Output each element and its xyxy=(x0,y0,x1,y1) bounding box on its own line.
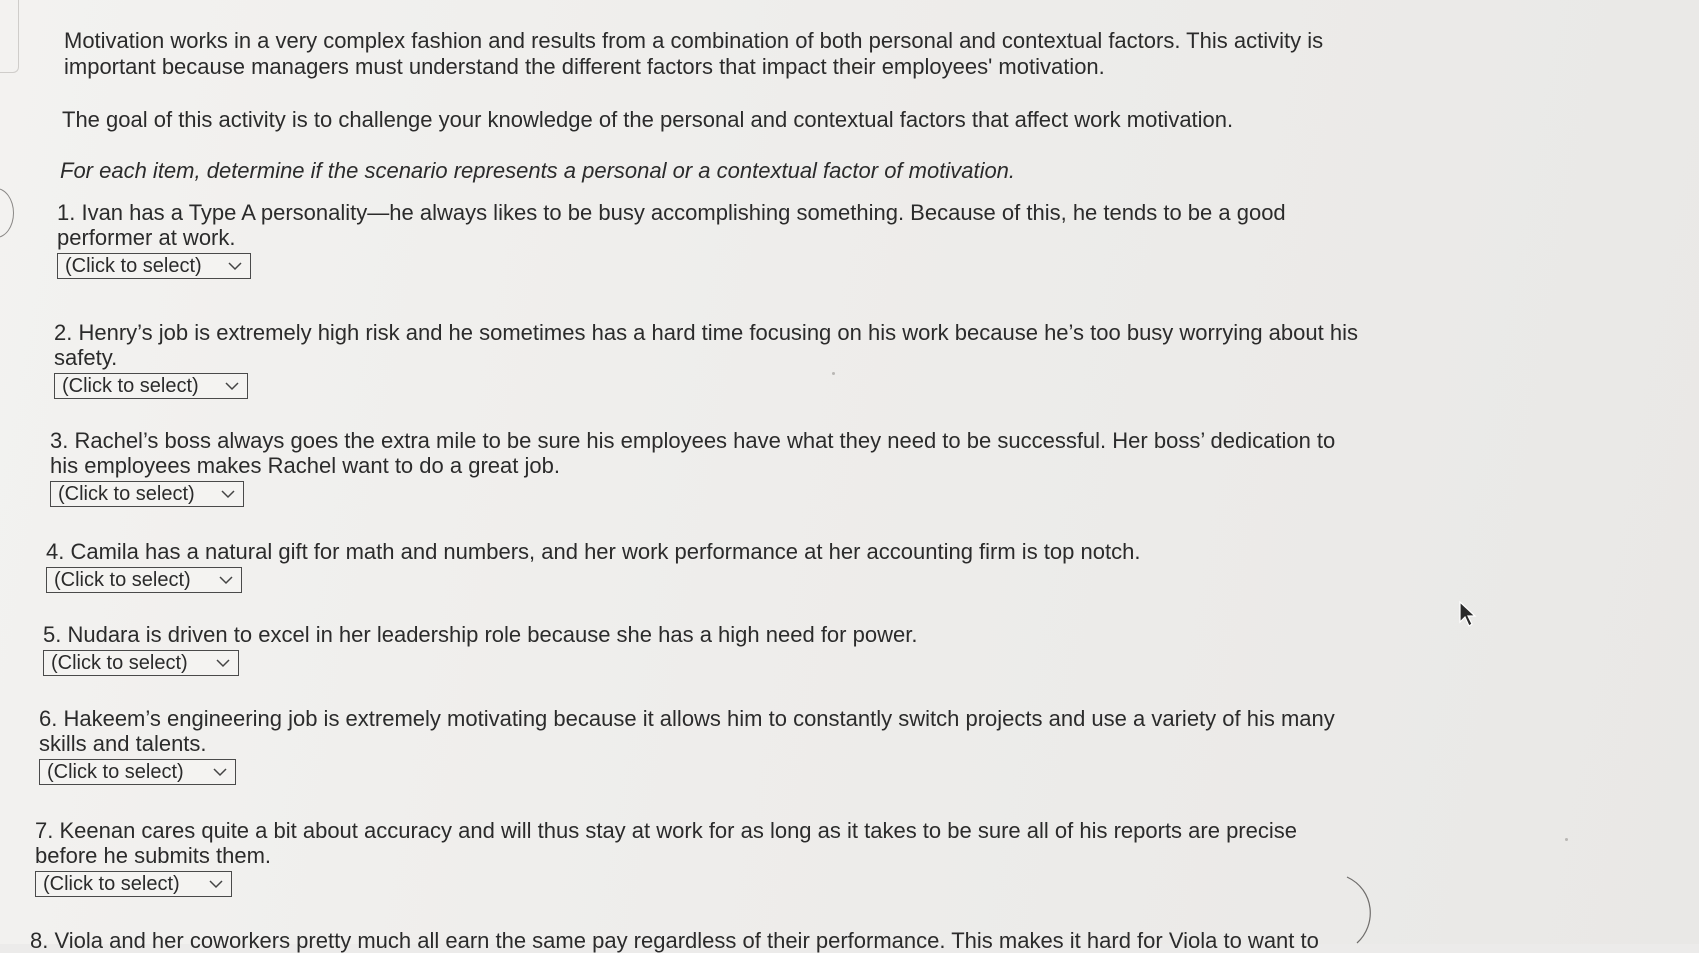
dropdown-value: (Click to select) xyxy=(51,652,188,674)
answer-dropdown-2[interactable] xyxy=(54,373,248,399)
question-text: 2. Henry’s job is extremely high risk and he sometimes has a hard time focusing on his work because he’s too busy worrying about his safety. xyxy=(54,320,1358,370)
answer-dropdown-6[interactable] xyxy=(39,759,236,785)
intro-paragraph xyxy=(64,28,1323,80)
chevron-down-icon xyxy=(209,879,223,889)
question-item-1 xyxy=(57,200,1537,279)
chevron-down-icon xyxy=(228,261,242,271)
question-item-6 xyxy=(39,706,1519,785)
question-item-3 xyxy=(50,428,1530,507)
question-text: 6. Hakeem’s engineering job is extremely motivating because it allows him to constantly switch projects and use a variety of his many skills and talents. xyxy=(39,706,1335,756)
intro-line-1: Motivation works in a very complex fashion and results from a combination of both personal and contextual factors. This activity is xyxy=(64,28,1324,53)
speck xyxy=(832,372,835,375)
question-item-8-cutoff: 8. Viola and her coworkers pretty much all earn the same pay regardless of their performance. This makes it hard for Viola to want to xyxy=(30,928,1319,953)
intro-line-2: important because managers must understand the different factors that impact their employees' motivation. xyxy=(64,54,1105,79)
mouse-pointer-icon xyxy=(1458,600,1478,628)
question-text: 5. Nudara is driven to excel in her leadership role because she has a high need for power. xyxy=(43,622,918,647)
instructions: For each item, determine if the scenario represents a personal or a contextual factor of motivation. xyxy=(60,158,1016,183)
dropdown-value: (Click to select) xyxy=(47,761,184,783)
answer-dropdown-1[interactable] xyxy=(57,253,251,279)
answer-dropdown-4[interactable] xyxy=(46,567,242,593)
pen-mark xyxy=(1345,875,1385,945)
dropdown-value: (Click to select) xyxy=(62,375,199,397)
question-text: 1. Ivan has a Type A personality—he always likes to be busy accomplishing something. Because of this, he tends to be a good performer at work. xyxy=(57,200,1286,250)
chevron-down-icon xyxy=(225,381,239,391)
question-item-5 xyxy=(43,622,1523,676)
chevron-down-icon xyxy=(216,658,230,668)
question-item-7 xyxy=(35,818,1515,897)
question-text: 4. Camila has a natural gift for math and numbers, and her work performance at her accounting firm is top notch. xyxy=(46,539,1141,564)
dropdown-value: (Click to select) xyxy=(43,873,180,895)
question-text: 7. Keenan cares quite a bit about accuracy and will thus stay at work for as long as it takes to be sure all of his reports are precise before he submits them. xyxy=(35,818,1297,868)
speck xyxy=(1565,838,1568,841)
dropdown-value: (Click to select) xyxy=(54,569,191,591)
left-panel-edge xyxy=(0,0,19,73)
dropdown-value: (Click to select) xyxy=(58,483,195,505)
chevron-down-icon xyxy=(221,489,235,499)
chevron-down-icon xyxy=(213,767,227,777)
goal-paragraph: The goal of this activity is to challenge your knowledge of the personal and contextual factors that affect work motivation. xyxy=(62,107,1234,132)
left-panel-tab[interactable] xyxy=(0,188,14,238)
question-text: 3. Rachel’s boss always goes the extra mile to be sure his employees have what they need to be successful. Her boss’ dedication to his employees makes Rachel want to do a great job. xyxy=(50,428,1336,478)
answer-dropdown-7[interactable] xyxy=(35,871,232,897)
answer-dropdown-5[interactable] xyxy=(43,650,239,676)
question-item-4 xyxy=(46,539,1526,593)
question-item-2 xyxy=(54,320,1534,399)
answer-dropdown-3[interactable] xyxy=(50,481,244,507)
chevron-down-icon xyxy=(219,575,233,585)
dropdown-value: (Click to select) xyxy=(65,255,202,277)
